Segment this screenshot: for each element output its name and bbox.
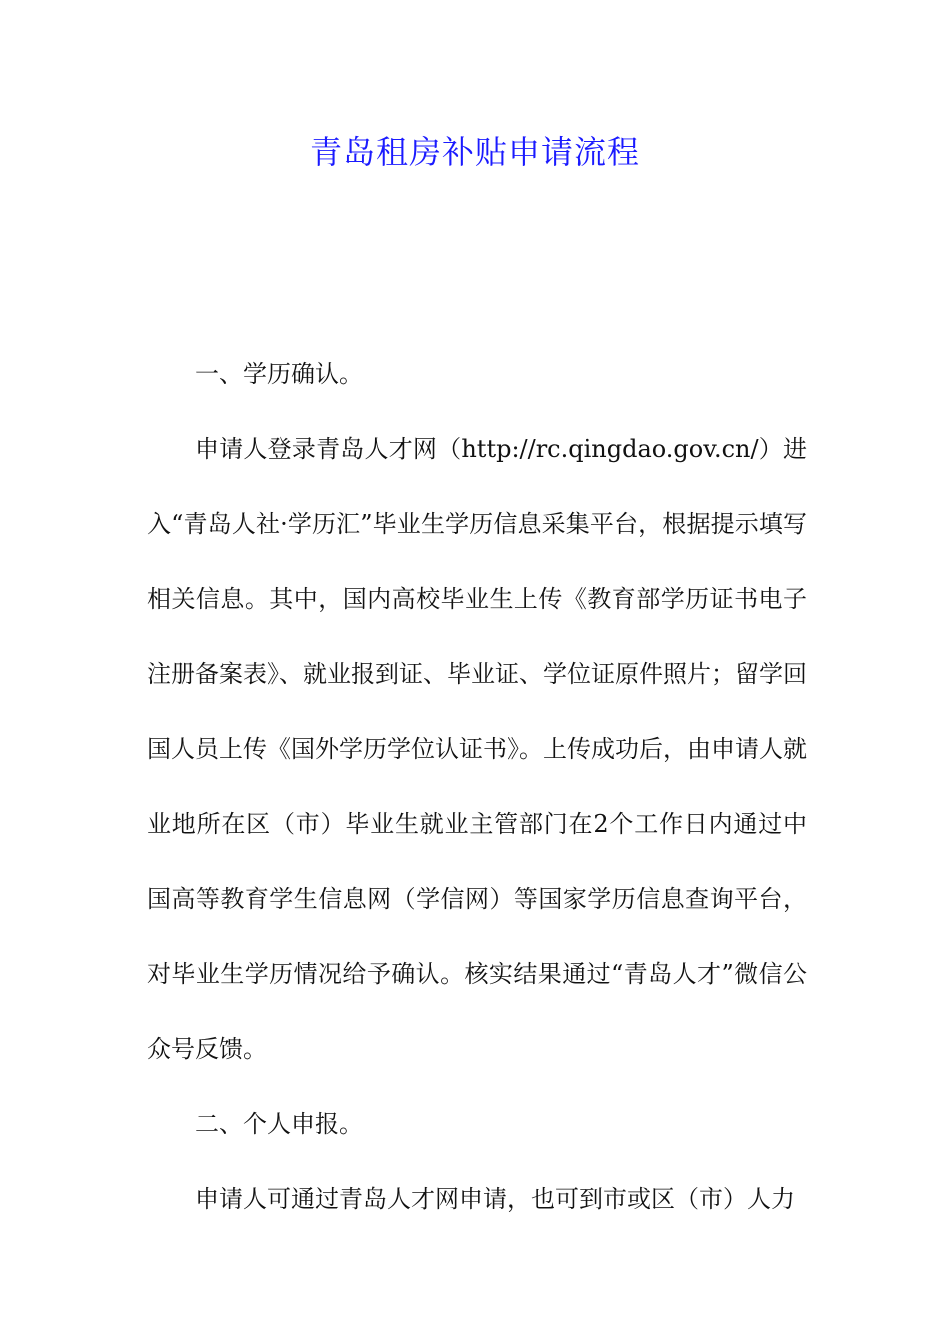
section-heading-2: 二、个人申报。 [195, 1110, 363, 1138]
document-body [147, 337, 807, 1237]
paragraph-personal-application: 申请人可通过青岛人才网申请，也可到市或区（市）人力 [195, 1185, 795, 1213]
section-heading-1: 一、学历确认。 [195, 360, 363, 388]
paragraph-education-confirmation: 申请人登录青岛人才网（http://rc.qingdao.gov.cn/）进入“青岛人社·学历汇”毕业生学历信息采集平台，根据提示填写相关信息。其中，国内高校毕业生上传《教育部学历证书电子注册备案表》、就业报到证、毕业证、学位证原件照片；留学回国人员上传《国外学历学位认证书》。上传成功后，由申请人就业地所在区（市）毕业生就业主管部门在2个工作日内通过中国高等教育学生信息网（学信网）等国家学历信息查询平台，对毕业生学历情况给予确认。核实结果通过“青岛人才”微信公众号反馈。 [147, 435, 807, 1063]
document-title: 青岛租房补贴申请流程 [309, 133, 640, 171]
